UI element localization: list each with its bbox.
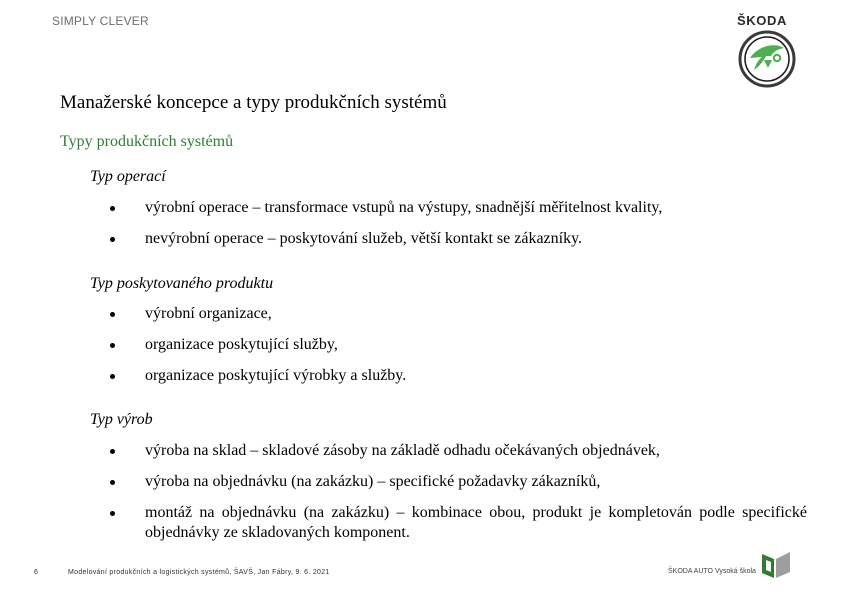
page-number: 6 <box>34 569 38 576</box>
list-item <box>104 229 807 249</box>
bullet-text: výroba na sklad – skladové zásoby na základě odhadu očekávaných objednávek, <box>145 442 660 459</box>
bullet-list <box>104 198 807 260</box>
bullet-icon <box>110 480 115 485</box>
bullet-icon <box>110 374 115 379</box>
section-heading: Typ operací <box>90 168 166 185</box>
slide-subtitle: Typy produkčních systémů <box>60 133 234 150</box>
bullet-list <box>104 441 807 554</box>
footer-school: ŠKODA AUTO Vysoká škola <box>668 568 756 575</box>
list-item <box>104 472 807 492</box>
bullet-text: montáž na objednávku (na zakázku) – kombinace obou, produkt je kompletován podle specifické objednávky ze skladovaných komponent. <box>145 504 807 541</box>
bullet-text: organizace poskytující služby, <box>145 336 338 353</box>
section-heading: Typ výrob <box>90 411 153 428</box>
bullet-icon <box>110 237 115 242</box>
bullet-text: nevýrobní operace – poskytování služeb, větší kontakt se zákazníky. <box>145 230 583 247</box>
bullet-icon <box>110 449 115 454</box>
footer-text: Modelování produkčních a logistických systémů, ŠAVŠ, Jan Fábry, 9. 6. 2021 <box>68 569 330 576</box>
bullet-icon <box>110 343 115 348</box>
bullet-text: výrobní operace – transformace vstupů na výstupy, snadnější měřitelnost kvality, <box>145 199 663 216</box>
bullet-text: výrobní organizace, <box>145 305 272 322</box>
bullet-icon <box>110 206 115 211</box>
list-item <box>104 366 807 386</box>
list-item <box>104 503 807 543</box>
list-item <box>104 198 807 218</box>
skoda-logo-icon <box>738 30 796 88</box>
bullet-icon <box>110 511 115 516</box>
bullet-list <box>104 304 807 397</box>
bullet-text: organizace poskytující výrobky a služby. <box>145 367 407 384</box>
slide-title: Manažerské koncepce a typy produkčních systémů <box>60 92 447 113</box>
school-logo-icon <box>760 550 792 580</box>
tagline: SIMPLY CLEVER <box>52 14 149 28</box>
section-heading: Typ poskytovaného produktu <box>90 275 274 292</box>
brand-wordmark: ŠKODA <box>737 13 787 28</box>
bullet-icon <box>110 312 115 317</box>
list-item <box>104 304 807 324</box>
bullet-text: výroba na objednávku (na zakázku) – specifické požadavky zákazníků, <box>145 473 601 490</box>
list-item <box>104 441 807 461</box>
list-item <box>104 335 807 355</box>
